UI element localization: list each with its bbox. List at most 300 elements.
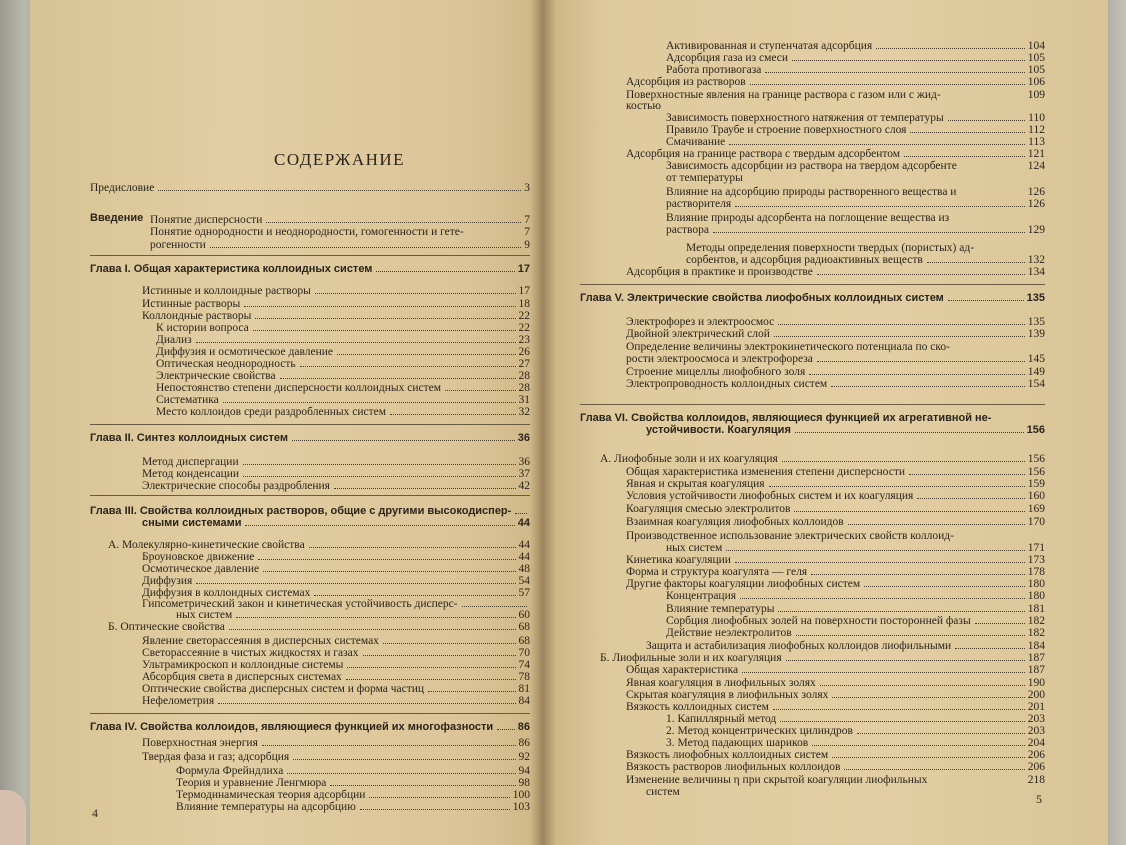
toc-entry-page: 156 xyxy=(1027,453,1045,465)
dot-leader xyxy=(266,222,521,223)
dot-leader xyxy=(780,721,1025,722)
toc-entry-page: 44 xyxy=(518,539,530,551)
toc-entry xyxy=(666,590,1045,602)
toc-entry-title: Влияние температуры на адсорбцию xyxy=(176,801,356,813)
toc-entry-title: Б. Лиофильные золи и их коагуляция xyxy=(600,652,782,664)
dot-leader xyxy=(832,757,1025,758)
toc-entry-title: Глава I. Общая характеристика коллоидных систем xyxy=(90,263,373,275)
toc-entry-title: Общая характеристика xyxy=(626,664,739,676)
toc-entry-title: Абсорбция света в дисперсных системах xyxy=(142,671,342,683)
toc-entry xyxy=(666,40,1045,52)
dot-leader xyxy=(258,559,515,560)
toc-entry xyxy=(666,627,1045,639)
toc-entry xyxy=(600,453,1045,465)
toc-entry-title: А. Лиофобные золи и их коагуляция xyxy=(600,453,778,465)
toc-entry-page: 7 xyxy=(524,214,530,226)
dot-leader xyxy=(735,562,1025,563)
toc-entry-title: Определение величины электрокинетического потенциала по ско- xyxy=(626,341,950,353)
toc-entry-title: Сорбция лиофобных золей на поверхности посторонней фазы xyxy=(666,615,971,627)
toc-entry-title: Зависимость поверхностного натяжения от температуры xyxy=(666,112,944,124)
toc-entry xyxy=(626,266,1045,278)
dot-leader xyxy=(778,611,1024,612)
toc-entry-title: Вязкость растворов лиофильных коллоидов xyxy=(626,761,841,773)
toc-entry-page: 178 xyxy=(1027,566,1045,578)
toc-entry-title: Влияние природы адсорбента на поглощение вещества из xyxy=(666,212,950,224)
toc-entry-title: Непостоянство степени дисперсности коллоидных систем xyxy=(156,382,442,394)
toc-entry-page: 129 xyxy=(1027,224,1045,236)
toc-entry xyxy=(686,242,974,254)
dot-leader xyxy=(196,583,515,584)
toc-entry xyxy=(600,652,1045,664)
dot-leader xyxy=(363,655,516,656)
dot-leader xyxy=(817,274,1025,275)
toc-entry-title: Глава IV. Свойства коллоидов, являющиеся функцией их многофазности xyxy=(90,721,494,733)
dot-leader xyxy=(346,679,516,680)
toc-entry xyxy=(626,378,1045,390)
chapter-divider xyxy=(90,255,530,256)
dot-leader xyxy=(218,703,515,704)
toc-entry xyxy=(626,353,1045,365)
toc-entry xyxy=(626,578,1045,590)
toc-entry-title: Адсорбция в практике и производстве xyxy=(626,266,813,278)
toc-entry xyxy=(142,563,530,575)
toc-entry-page: 170 xyxy=(1027,516,1045,528)
dot-leader xyxy=(369,797,509,798)
dot-leader xyxy=(750,84,1025,85)
dot-leader xyxy=(742,672,1025,673)
toc-entry-page: 86 xyxy=(518,737,530,749)
toc-entry-title: Глава VI. Свойства коллоидов, являющиеся функцией их агрегативной не- xyxy=(580,412,992,424)
toc-entry xyxy=(176,801,530,813)
toc-entry xyxy=(150,226,530,238)
toc-entry xyxy=(626,689,1045,701)
toc-entry-page: 48 xyxy=(518,563,530,575)
toc-entry xyxy=(90,432,530,444)
chapter-divider xyxy=(580,284,1045,285)
toc-entry-page: 159 xyxy=(1027,478,1045,490)
toc-entry-title: Оптическая неоднородность xyxy=(156,358,296,370)
dot-leader xyxy=(904,156,1025,157)
toc-entry-title: Гипсометрический закон и кинетическая устойчивость дисперс- xyxy=(142,598,458,610)
toc-entry-title: Действие неэлектролитов xyxy=(666,627,792,639)
chapter-divider xyxy=(90,713,530,714)
dot-leader xyxy=(948,120,1025,121)
toc-entry-title: Явление светорассеяния в дисперсных системах xyxy=(142,635,379,647)
toc-entry xyxy=(666,603,1045,615)
toc-entry xyxy=(626,100,661,112)
toc-entry xyxy=(142,647,530,659)
toc-entry-title: Место коллоидов среди раздробленных систем xyxy=(156,406,387,418)
toc-entry-title: Кинетика коагуляции xyxy=(626,554,731,566)
dot-leader xyxy=(773,709,1025,710)
toc-entry-title: Истинные растворы xyxy=(142,298,241,310)
toc-entry-page: 17 xyxy=(518,285,530,297)
toc-entry-title: Введение xyxy=(90,212,144,224)
dot-leader xyxy=(786,660,1025,661)
toc-entry-page: 121 xyxy=(1027,148,1045,160)
dot-leader xyxy=(390,414,515,415)
toc-entry-page: 180 xyxy=(1027,590,1045,602)
toc-entry-page: 200 xyxy=(1027,689,1045,701)
toc-entry-title: костью xyxy=(626,100,662,112)
toc-entry xyxy=(646,786,680,798)
dot-leader xyxy=(778,324,1024,325)
toc-entry-title: Общая характеристика изменения степени дисперсности xyxy=(626,466,906,478)
toc-entry-title: Строение мицеллы лиофобного золя xyxy=(626,366,806,378)
toc-entry xyxy=(626,341,950,353)
toc-entry xyxy=(150,239,530,251)
dot-leader xyxy=(445,390,515,391)
toc-entry-page: 124 xyxy=(1027,160,1045,172)
toc-entry-title: Глава II. Синтез коллоидных систем xyxy=(90,432,288,444)
toc-entry-title: Смачивание xyxy=(666,136,726,148)
toc-entry xyxy=(666,136,1045,148)
page-number: 5 xyxy=(1036,792,1042,806)
toc-entry-title: Нефелометрия xyxy=(142,695,215,707)
chapter-divider xyxy=(90,495,530,496)
dot-leader xyxy=(462,606,527,607)
dot-leader xyxy=(287,773,515,774)
toc-entry xyxy=(666,198,1045,210)
toc-entry-title: рости электроосмоса и электрофореза xyxy=(626,353,813,365)
toc-entry xyxy=(142,456,530,468)
toc-entry xyxy=(666,713,1045,725)
toc-entry-page: 181 xyxy=(1027,603,1045,615)
chapter-divider xyxy=(90,424,530,425)
dot-leader xyxy=(229,629,516,630)
toc-entry xyxy=(626,701,1045,713)
toc-entry-page: 27 xyxy=(518,358,530,370)
toc-entry xyxy=(176,765,530,777)
toc-entry-title: Оптические свойства дисперсных систем и форма частиц xyxy=(142,683,425,695)
dot-leader xyxy=(927,262,1025,263)
toc-entry-page: 139 xyxy=(1027,328,1045,340)
toc-entry xyxy=(626,328,1045,340)
toc-entry-page: 18 xyxy=(518,298,530,310)
toc-entry xyxy=(626,530,954,542)
toc-entry-title: Адсорбция на границе раствора с твердым адсорбентом xyxy=(626,148,901,160)
dot-leader xyxy=(515,513,527,514)
toc-entry-page: 78 xyxy=(518,671,530,683)
toc-entry-title: Правило Траубе и строение поверхностного слоя xyxy=(666,124,907,136)
toc-entry-title: Влияние температуры xyxy=(666,603,775,615)
toc-entry-title: Понятие однородности и неоднородности, гомогенности и гете- xyxy=(150,226,464,238)
toc-entry-title: Взаимная коагуляция лиофобных коллоидов xyxy=(626,516,844,528)
toc-entry xyxy=(142,659,530,671)
toc-entry-title: Диффузия xyxy=(142,575,193,587)
toc-entry-title: сными системами xyxy=(142,517,242,529)
toc-entry-page: 70 xyxy=(518,647,530,659)
dot-leader xyxy=(236,617,515,618)
toc-entry xyxy=(142,310,530,322)
toc-entry xyxy=(156,382,530,394)
dot-leader xyxy=(253,330,516,331)
toc-entry-page: 218 xyxy=(1027,774,1045,786)
toc-entry-title: растворителя xyxy=(666,198,732,210)
toc-entry xyxy=(626,677,1045,689)
toc-entry-title: от температуры xyxy=(666,172,743,184)
dot-leader xyxy=(820,685,1025,686)
toc-entry xyxy=(150,214,530,226)
toc-entry xyxy=(142,695,530,707)
toc-entry xyxy=(90,263,530,275)
dot-leader xyxy=(376,271,514,272)
toc-entry xyxy=(108,621,530,633)
dot-leader xyxy=(713,232,1025,233)
toc-entry-title: Влияние на адсорбцию природы растворенного вещества и xyxy=(666,186,957,198)
dot-leader xyxy=(832,697,1024,698)
toc-entry xyxy=(666,542,1045,554)
toc-entry-page: 44 xyxy=(517,517,530,529)
toc-entry xyxy=(142,751,530,763)
toc-entry xyxy=(142,480,530,492)
toc-entry-page: 204 xyxy=(1027,737,1045,749)
dot-leader xyxy=(262,745,516,746)
dot-leader xyxy=(293,759,515,760)
toc-entry-title: Двойной электрический слой xyxy=(626,328,770,340)
dot-leader xyxy=(831,386,1025,387)
toc-entry xyxy=(90,505,530,517)
toc-entry-title: Электрические свойства xyxy=(156,370,276,382)
toc-entry-title: Диффузия в коллоидных системах xyxy=(142,587,311,599)
toc-entry-title: Форма и структура коагулята — геля xyxy=(626,566,808,578)
dot-leader xyxy=(844,769,1024,770)
toc-entry-title: Электрофорез и электроосмос xyxy=(626,316,775,328)
toc-entry-title: Производственное использование электрических свойств коллоид- xyxy=(626,530,954,542)
toc-entry xyxy=(626,490,1045,502)
toc-entry-title: Диффузия и осмотическое давление xyxy=(156,346,334,358)
toc-entry-title: сорбентов, и адсорбция радиоактивных веществ xyxy=(686,254,923,266)
toc-entry-page: 104 xyxy=(1027,40,1045,52)
toc-entry-title: Глава III. Свойства коллоидных растворов, общие с другими высокодиспер- xyxy=(90,505,512,517)
toc-entry xyxy=(156,322,530,334)
toc-entry xyxy=(666,52,1045,64)
toc-entry xyxy=(626,664,1045,676)
toc-entry-title: Работа противогаза xyxy=(666,64,762,76)
dot-leader xyxy=(765,72,1024,73)
toc-entry xyxy=(686,254,1045,266)
toc-entry-title: Электропроводность коллоидных систем xyxy=(626,378,828,390)
toc-entry xyxy=(626,774,1045,786)
left-page xyxy=(30,0,546,845)
toc-entry xyxy=(108,539,530,551)
toc-entry xyxy=(90,182,530,194)
toc-entry-page: 7 xyxy=(524,226,530,238)
toc-entry-page: 81 xyxy=(518,683,530,695)
toc-entry-page: 110 xyxy=(1028,112,1045,124)
toc-entry xyxy=(666,737,1045,749)
toc-entry-title: Коагуляция смесью электролитов xyxy=(626,503,791,515)
right-page xyxy=(540,0,1108,845)
dot-leader xyxy=(245,525,514,526)
toc-entry xyxy=(90,212,143,224)
dot-leader xyxy=(792,60,1025,61)
toc-entry xyxy=(626,148,1045,160)
toc-entry xyxy=(626,89,1045,101)
toc-entry-page: 22 xyxy=(518,322,530,334)
dot-leader xyxy=(769,486,1025,487)
dot-leader xyxy=(158,190,521,191)
toc-entry xyxy=(142,298,530,310)
toc-entry xyxy=(176,777,530,789)
toc-entry-page: 201 xyxy=(1027,701,1045,713)
toc-entry-title: Метод конденсации xyxy=(142,468,240,480)
toc-entry-page: 206 xyxy=(1027,761,1045,773)
toc-entry xyxy=(142,551,530,563)
toc-entry-page: 60 xyxy=(518,609,530,621)
toc-entry-page: 203 xyxy=(1027,713,1045,725)
toc-entry-title: рогенности xyxy=(150,239,206,251)
dot-leader xyxy=(795,432,1024,433)
page-number: 4 xyxy=(92,806,98,820)
page-title: СОДЕРЖАНИЕ xyxy=(274,150,406,169)
toc-entry-page: 36 xyxy=(517,432,530,444)
toc-entry-page: 109 xyxy=(1027,89,1045,101)
toc-entry-title: Изменение величины η при скрытой коагуляции лиофильных xyxy=(626,774,928,786)
toc-entry xyxy=(626,503,1045,515)
toc-entry xyxy=(156,358,530,370)
toc-entry-page: 98 xyxy=(518,777,530,789)
dot-leader xyxy=(864,586,1025,587)
toc-entry xyxy=(156,346,530,358)
toc-entry xyxy=(666,224,1045,236)
toc-entry xyxy=(142,671,530,683)
toc-entry-title: Истинные и коллоидные растворы xyxy=(142,285,311,297)
toc-entry-page: 74 xyxy=(518,659,530,671)
toc-entry-page: 145 xyxy=(1027,353,1045,365)
toc-entry-title: А. Молекулярно-кинетические свойства xyxy=(108,539,305,551)
toc-entry xyxy=(142,683,530,695)
toc-entry-title: К истории вопроса xyxy=(156,322,249,334)
toc-entry xyxy=(626,749,1045,761)
toc-entry-title: Активированная и ступенчатая адсорбция xyxy=(666,40,873,52)
toc-entry-title: Б. Оптические свойства xyxy=(108,621,225,633)
dot-leader xyxy=(300,366,516,367)
toc-entry xyxy=(666,172,743,184)
toc-entry xyxy=(156,394,530,406)
dot-leader xyxy=(740,598,1025,599)
dot-leader xyxy=(975,623,1025,624)
toc-entry-page: 100 xyxy=(512,789,530,801)
toc-entry-page: 86 xyxy=(517,721,530,733)
toc-entry-title: Диализ xyxy=(156,334,192,346)
dot-leader xyxy=(909,474,1025,475)
toc-entry xyxy=(626,76,1045,88)
dot-leader xyxy=(263,571,515,572)
toc-entry xyxy=(176,609,530,621)
toc-entry-page: 31 xyxy=(518,394,530,406)
toc-entry-page: 32 xyxy=(518,406,530,418)
dot-leader xyxy=(243,464,516,465)
dot-leader xyxy=(811,574,1025,575)
toc-entry-title: Твердая фаза и газ; адсорбция xyxy=(142,751,290,763)
toc-entry-page: 17 xyxy=(517,263,530,275)
toc-entry-page: 68 xyxy=(518,621,530,633)
toc-entry-page: 156 xyxy=(1027,466,1045,478)
toc-entry xyxy=(666,124,1045,136)
toc-entry xyxy=(142,468,530,480)
toc-entry-page: 160 xyxy=(1027,490,1045,502)
toc-entry-page: 206 xyxy=(1027,749,1045,761)
toc-entry-title: Вязкость коллоидных систем xyxy=(626,701,769,713)
toc-entry-title: 2. Метод концентрических цилиндров xyxy=(666,725,853,737)
toc-entry xyxy=(580,292,1045,304)
toc-entry-title: Глава V. Электрические свойства лиофобных коллоидных систем xyxy=(580,292,944,304)
toc-entry-title: 1. Капиллярный метод xyxy=(666,713,777,725)
toc-entry-title: Предисловие xyxy=(90,182,155,194)
toc-entry-title: ных систем xyxy=(176,609,233,621)
toc-entry-page: 26 xyxy=(518,346,530,358)
toc-entry-page: 182 xyxy=(1027,627,1045,639)
toc-entry xyxy=(666,615,1045,627)
toc-entry xyxy=(666,112,1045,124)
toc-entry xyxy=(626,554,1045,566)
toc-entry-page: 92 xyxy=(518,751,530,763)
dot-leader xyxy=(244,306,515,307)
toc-entry-title: 3. Метод падающих шариков xyxy=(666,737,809,749)
toc-entry-page: 57 xyxy=(518,587,530,599)
toc-entry xyxy=(142,517,530,529)
toc-entry xyxy=(156,370,530,382)
toc-entry-title: Зависимость адсорбции из раствора на твердом адсорбенте xyxy=(666,160,957,172)
dot-leader xyxy=(428,691,515,692)
toc-entry xyxy=(156,334,530,346)
toc-entry-title: Понятие дисперсности xyxy=(150,214,263,226)
toc-entry xyxy=(626,516,1045,528)
toc-entry-title: Явная коагуляция в лиофильных золях xyxy=(626,677,816,689)
chapter-divider xyxy=(580,404,1045,405)
dot-leader xyxy=(330,785,515,786)
toc-entry-page: 42 xyxy=(518,480,530,492)
dot-leader xyxy=(726,550,1024,551)
dot-leader xyxy=(948,300,1024,301)
dot-leader xyxy=(812,745,1025,746)
toc-entry-page: 54 xyxy=(518,575,530,587)
toc-entry-title: Адсорбция газа из смеси xyxy=(666,52,789,64)
toc-entry xyxy=(626,761,1045,773)
toc-entry-title: Защита и астабилизация лиофобных коллоидов лиофильными xyxy=(646,640,952,652)
toc-entry-title: Методы определения поверхности твердых (пористых) ад- xyxy=(686,242,975,254)
toc-entry xyxy=(626,566,1045,578)
toc-entry-title: Явная и скрытая коагуляция xyxy=(626,478,765,490)
dot-leader xyxy=(857,733,1025,734)
toc-entry-page: 149 xyxy=(1027,366,1045,378)
toc-entry-page: 169 xyxy=(1027,503,1045,515)
toc-entry-page: 134 xyxy=(1027,266,1045,278)
toc-entry xyxy=(646,424,1045,436)
toc-entry xyxy=(142,635,530,647)
toc-entry-page: 23 xyxy=(518,334,530,346)
toc-entry-title: Другие факторы коагуляции лиофобных систем xyxy=(626,578,861,590)
toc-entry-page: 173 xyxy=(1027,554,1045,566)
toc-entry-title: раствора xyxy=(666,224,709,236)
dot-leader xyxy=(315,293,516,294)
toc-entry-page: 154 xyxy=(1027,378,1045,390)
toc-entry-title: Светорассеяние в чистых жидкостях и газах xyxy=(142,647,359,659)
toc-entry-title: Поверхностная энергия xyxy=(142,737,258,749)
dot-leader xyxy=(910,132,1025,133)
toc-entry xyxy=(666,64,1045,76)
dot-leader xyxy=(334,488,516,489)
toc-entry xyxy=(626,478,1045,490)
toc-entry xyxy=(142,575,530,587)
dot-leader xyxy=(196,342,516,343)
toc-entry-title: Ультрамикроскоп и коллоидные системы xyxy=(142,659,344,671)
toc-entry-page: 106 xyxy=(1027,76,1045,88)
toc-entry xyxy=(646,640,1045,652)
dot-leader xyxy=(309,547,516,548)
toc-entry-title: Формула Фрейндлиха xyxy=(176,765,284,777)
